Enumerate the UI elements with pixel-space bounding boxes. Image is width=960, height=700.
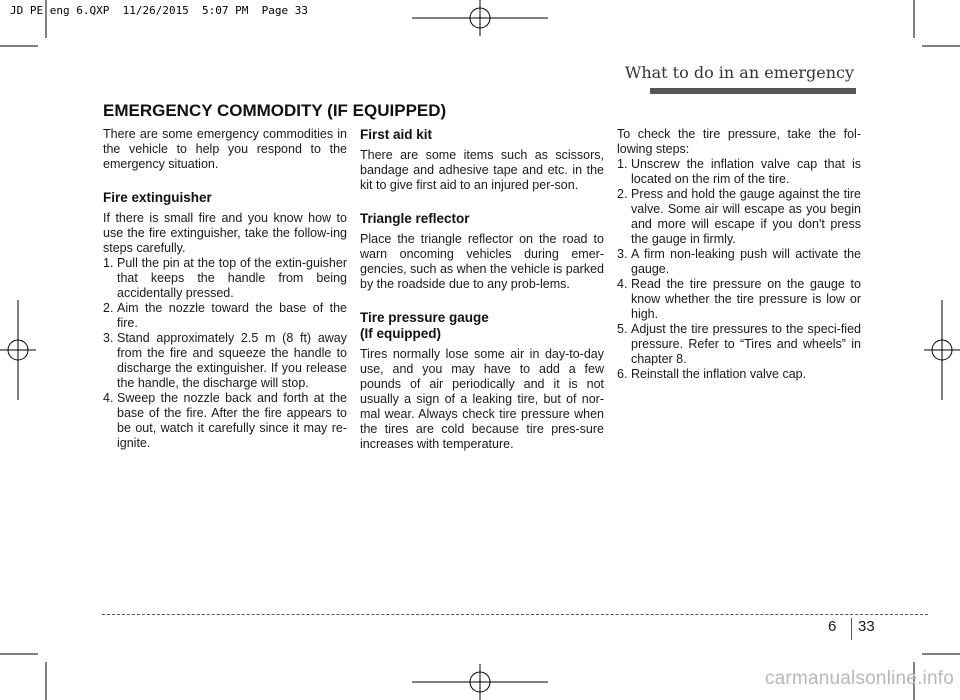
list-item: 3. Stand approximately 2.5 m (8 ft) away from the fire and squeeze the handle to discharge the extinguisher. If you release the handle, the discharge will stop. bbox=[103, 331, 347, 390]
registration-mark-top bbox=[412, 0, 548, 36]
registration-mark-right bbox=[924, 300, 960, 400]
column-1 bbox=[103, 127, 347, 451]
list-item: 2. Press and hold the gauge against the tire valve. Some air will escape as you begin and more will escape if you don't press the gauge in firmly. bbox=[617, 187, 861, 246]
triangle-reflector-heading: Triangle reflector bbox=[360, 211, 470, 226]
fire-extinguisher-intro: If there is small fire and you know how to use the fire extinguisher, take the follow-ing steps carefully. bbox=[103, 211, 347, 255]
tire-check-intro: To check the tire pressure, take the fol-lowing steps: bbox=[617, 127, 861, 156]
section-title: EMERGENCY COMMODITY (IF EQUIPPED) bbox=[103, 101, 447, 120]
list-item: 4. Read the tire pressure on the gauge to know whether the tire pressure is low or high. bbox=[617, 277, 861, 321]
page-number-separator bbox=[851, 618, 852, 640]
tire-pressure-gauge-text: Tires normally lose some air in day-to-day use, and you may have to add a few pounds of air periodically and it is not usually a sign of a leaking tire, but of nor-mal wear. Always check tire pressure when the tires are cold because tire pres-sure increases with temperature. bbox=[360, 347, 604, 451]
list-item: 5. Adjust the tire pressures to the speci-fied pressure. Refer to “Tires and wheels” in chapter 8. bbox=[617, 322, 861, 366]
list-item: 1. Unscrew the inflation valve cap that is located on the rim of the tire. bbox=[617, 157, 861, 186]
header-bar bbox=[650, 88, 856, 94]
list-item: 4. Sweep the nozzle back and forth at the base of the fire. After the fire appears to be out, watch it carefully since it may re-ignite. bbox=[103, 391, 347, 450]
list-item: 1. Pull the pin at the top of the extin-guisher that keeps the handle from being accidentally pressed. bbox=[103, 256, 347, 300]
list-item: 6. Reinstall the inflation valve cap. bbox=[617, 367, 807, 381]
triangle-reflector-text: Place the triangle reflector on the road to warn oncoming vehicles during emer-gencies, such as when the vehicle is parked by the roadside due to any prob-lems. bbox=[360, 232, 604, 291]
registration-mark-bottom bbox=[412, 664, 548, 700]
fire-extinguisher-heading: Fire extinguisher bbox=[103, 190, 212, 205]
first-aid-kit-heading: First aid kit bbox=[360, 127, 433, 142]
print-slug: JD PE eng 6.QXP 11/26/2015 5:07 PM Page 33 bbox=[10, 4, 309, 17]
list-item: 3. A firm non-leaking push will activate the gauge. bbox=[617, 247, 861, 276]
fire-extinguisher-steps bbox=[103, 256, 347, 451]
intro-paragraph: There are some emergency commodities in the vehicle to help you respond to the emergency situation. bbox=[103, 127, 347, 171]
registration-mark-left bbox=[0, 300, 36, 400]
column-2 bbox=[360, 127, 604, 452]
tire-pressure-gauge-heading: Tire pressure gauge (If equipped) bbox=[360, 310, 489, 341]
tire-check-steps bbox=[617, 157, 861, 382]
chapter-number: 6 bbox=[828, 618, 837, 635]
list-item: 2. Aim the nozzle toward the base of the fire. bbox=[103, 301, 347, 330]
first-aid-kit-text: There are some items such as scissors, bandage and adhesive tape and etc. in the kit to give first aid to an injured per-son. bbox=[360, 148, 604, 192]
column-3 bbox=[617, 127, 861, 382]
watermark: carmanualsonline.info bbox=[764, 668, 954, 689]
footer-divider bbox=[102, 614, 928, 615]
chapter-header-title: What to do in an emergency bbox=[624, 63, 854, 82]
page-number: 33 bbox=[858, 618, 875, 635]
